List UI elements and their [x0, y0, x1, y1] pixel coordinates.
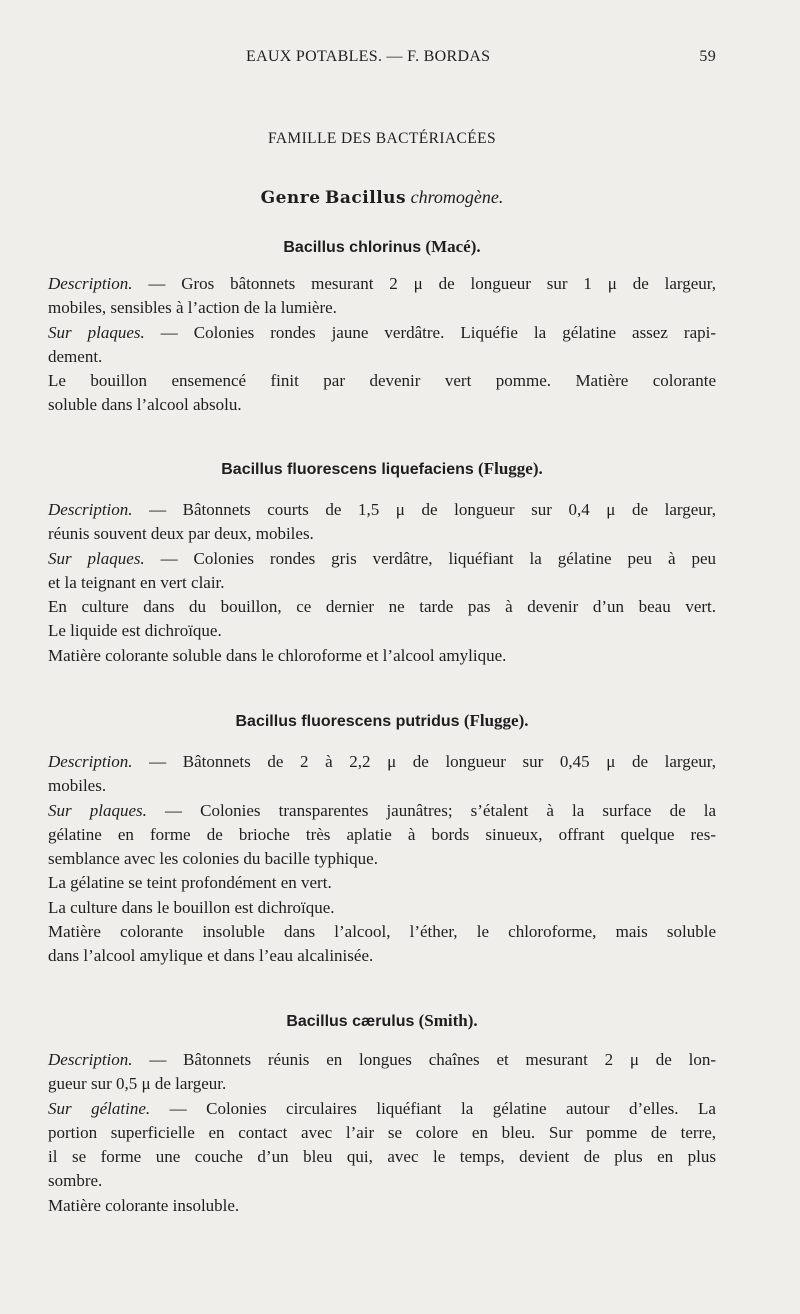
text-line: Description. — Gros bâtonnets mesurant 2 μ de longueur sur 1 μ de largeur,: [48, 274, 716, 293]
text-line: Description. — Bâtonnets réunis en longues chaînes et mesurant 2 μ de lon-: [48, 1050, 716, 1069]
text-line: gélatine en forme de brioche très aplatie à bords sinueux, offrant quelque res-: [48, 824, 716, 844]
text-line: Matière colorante insoluble dans l’alcool, l’éther, le chloroforme, mais soluble: [48, 922, 716, 942]
text-line: mobiles.: [48, 776, 107, 796]
genre-heading: [48, 187, 716, 208]
text-line: dement.: [48, 346, 103, 366]
text-line: Description. — Bâtonnets courts de 1,5 μ de longueur sur 0,4 μ de largeur,: [48, 500, 716, 519]
section-body: [48, 272, 716, 418]
section-title: [48, 1008, 716, 1034]
section-title: [48, 234, 716, 260]
text-line: portion superficielle en contact avec l’air se colore en bleu. Sur pomme de terre,: [48, 1122, 716, 1142]
species-name: Bacillus fluorescens putridus: [235, 713, 460, 730]
text-line: dans l’alcool amylique et dans l’eau alcalinisée.: [48, 946, 374, 966]
genre-qualifier: chromogène.: [410, 187, 504, 207]
text-line: et la teignant en vert clair.: [48, 572, 225, 592]
text-line: semblance avec les colonies du bacille typhique.: [48, 849, 378, 869]
running-head: [48, 44, 716, 74]
text-line: Sur gélatine. — Colonies circulaires liquéfiant la gélatine autour d’elles. La: [48, 1098, 716, 1118]
species-author: (Flugge).: [463, 711, 529, 730]
text-line: En culture dans du bouillon, ce dernier ne tarde pas à devenir d’un beau vert.: [48, 597, 716, 617]
page-number: 59: [699, 48, 716, 65]
section-title: [48, 708, 716, 734]
text-line: réunis souvent deux par deux, mobiles.: [48, 524, 314, 544]
species-name: Bacillus fluorescens liquefaciens: [221, 461, 474, 478]
species-name: Bacillus cærulus: [286, 1013, 415, 1030]
section-bacillus-caerulus: [48, 1008, 716, 1218]
species-name: Bacillus chlorinus: [283, 239, 422, 256]
section-body: [48, 1048, 716, 1218]
text-line: Description. — Bâtonnets de 2 à 2,2 μ de longueur sur 0,45 μ de largeur,: [48, 752, 716, 771]
section-title: [48, 456, 716, 482]
section-bacillus-chlorinus: [48, 234, 716, 418]
text-line: soluble dans l’alcool absolu.: [48, 395, 242, 415]
text-line: Sur plaques. — Colonies rondes jaune verdâtre. Liquéfie la gélatine assez rapi-: [48, 322, 716, 342]
text-line: Sur plaques. — Colonies transparentes jaunâtres; s’étalent à la surface de la: [48, 800, 717, 820]
text-line: Matière colorante soluble dans le chloroforme et l’alcool amylique.: [48, 645, 507, 665]
running-head-title: EAUX POTABLES. — F. BORDAS: [246, 48, 491, 65]
text-line: La gélatine se teint profondément en vert.: [48, 873, 332, 893]
family-heading: FAMILLE DES BACTÉRIACÉES: [267, 130, 497, 147]
text-line: mobiles, sensibles à l’action de la lumière.: [48, 298, 337, 318]
text-line: gueur sur 0,5 μ de largeur.: [48, 1074, 227, 1094]
species-author: (Macé).: [425, 237, 481, 256]
section-bacillus-fluorescens-putridus: [48, 708, 716, 969]
species-author: (Smith).: [418, 1011, 478, 1030]
genre-genus: Bacillus: [325, 188, 407, 208]
species-author: (Flugge).: [478, 459, 543, 478]
genre-word: Genre: [260, 188, 321, 208]
section-bacillus-fluorescens-liquefaciens: [48, 456, 716, 668]
text-line: Sur plaques. — Colonies rondes gris verdâtre, liquéfiant la gélatine peu à peu: [48, 548, 716, 568]
text-line: Le liquide est dichroïque.: [48, 621, 222, 641]
text-line: il se forme une couche d’un bleu qui, avec le temps, devient de plus en plus: [48, 1147, 716, 1167]
text-line: sombre.: [48, 1171, 103, 1191]
text-line: Le bouillon ensemencé finit par devenir vert pomme. Matière colorante: [48, 371, 716, 391]
section-body: [48, 750, 716, 969]
text-line: La culture dans le bouillon est dichroïque.: [48, 897, 335, 917]
text-line: Matière colorante insoluble.: [48, 1195, 240, 1215]
section-body: [48, 498, 716, 668]
